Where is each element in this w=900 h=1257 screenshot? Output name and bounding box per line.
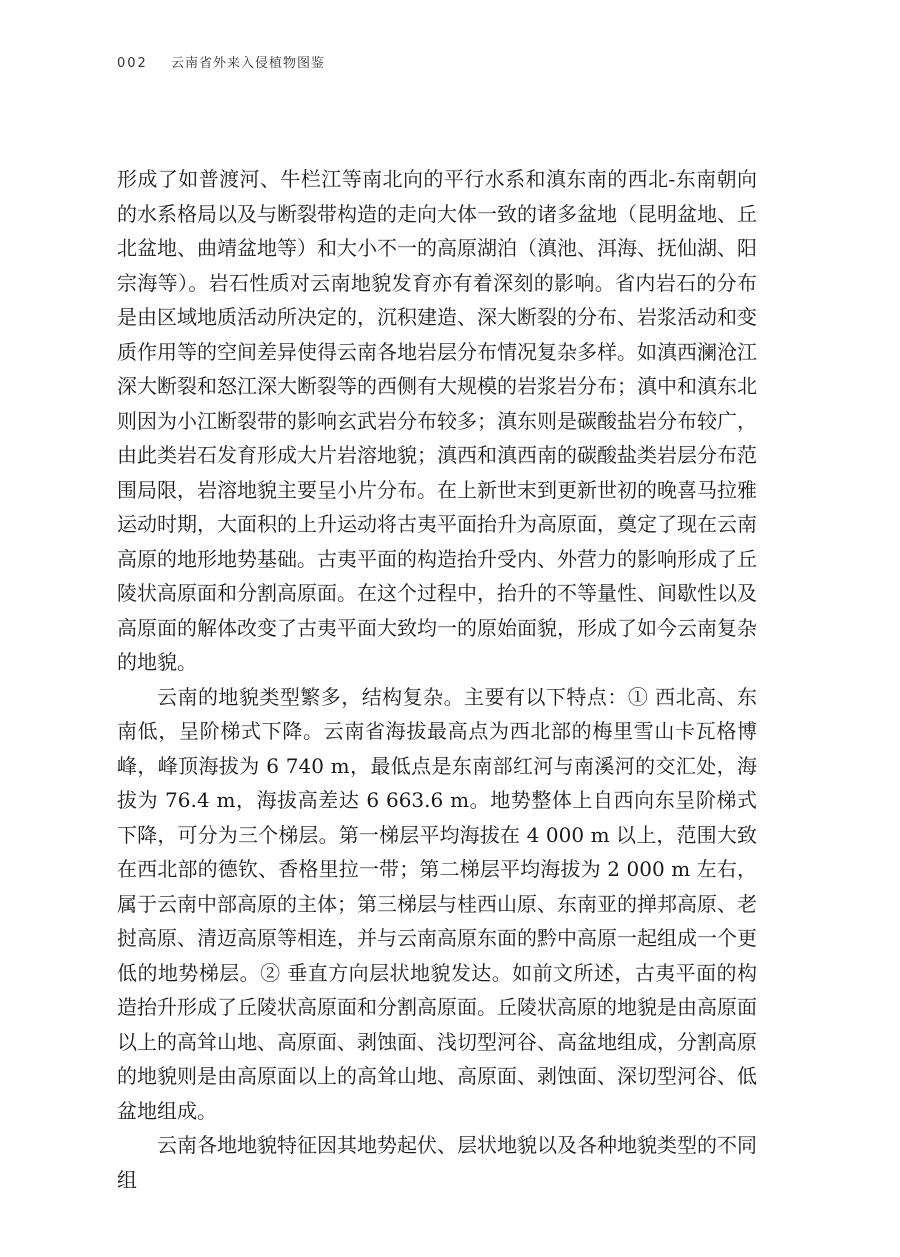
paragraph-regional-features: 云南各地地貌特征因其地势起伏、层状地貌以及各种地貌类型的不同组 [117,1133,757,1192]
book-title: 云南省外来入侵植物图鉴 [170,56,325,71]
page-number: 002 [117,56,148,71]
paragraph-landform-types: 云南的地貌类型繁多，结构复杂。主要有以下特点：① 西北高、东南低，呈阶梯式下降。云南省海拔最高点为西北部的梅里雪山卡瓦格博峰，峰顶海拔为 6 740 m，最低点是东南部红河与南溪河的交汇处，海拔为 76.4 m，海拔高差达 6 663.6 m。地势整体上自西向东呈阶梯式下降，可分为三个梯层。第一梯层平均海拔在 4 000 m 以上，范围大致在西北部的德钦、香格里拉一带；第二梯层平均海拔为 2 000 m 左右，属于云南中部高原的主体；第三梯层与桂西山原、东南亚的掸邦高原、老挝高原、清迈高原等相连，并与云南高原东面的黔中高原一起组成一个更低的地势梯层。② 垂直方向层状地貌发达。如前文所述，古夷平面的构造抬升形成了丘陵状高原面和分割高原面。丘陵状高原的地貌是由高原面以上的高耸山地、高原面、剥蚀面、浅切型河谷、高盆地组成，分割高原的地貌则是由高原面以上的高耸山地、高原面、剥蚀面、深切型河谷、低盆地组成。 [117,684,757,1123]
body-text [117,162,757,1197]
paragraph-landform-geology: 形成了如普渡河、牛栏江等南北向的平行水系和滇东南的西北-东南朝向的水系格局以及与断裂带构造的走向大体一致的诸多盆地（昆明盆地、丘北盆地、曲靖盆地等）和大小不一的高原湖泊（滇池、洱海、抚仙湖、阳宗海等）。岩石性质对云南地貌发育亦有着深刻的影响。省内岩石的分布是由区域地质活动所决定的，沉积建造、深大断裂的分布、岩浆活动和变质作用等的空间差异使得云南各地岩层分布情况复杂多样。如滇西澜沧江深大断裂和怒江深大断裂等的西侧有大规模的岩浆岩分布；滇中和滇东北则因为小江断裂带的影响玄武岩分布较多；滇东则是碳酸盐岩分布较广，由此类岩石发育形成大片岩溶地貌；滇西和滇西南的碳酸盐类岩层分布范围局限，岩溶地貌主要呈小片分布。在上新世末到更新世初的晚喜马拉雅运动时期，大面积的上升运动将古夷平面抬升为高原面，奠定了现在云南高原的地形地势基础。古夷平面的构造抬升受内、外营力的影响形成了丘陵状高原面和分割高原面。在这个过程中，抬升的不等量性、间歇性以及高原面的解体改变了古夷平面大致均一的原始面貌，形成了如今云南复杂的地貌。 [117,167,757,674]
running-header [117,52,325,71]
